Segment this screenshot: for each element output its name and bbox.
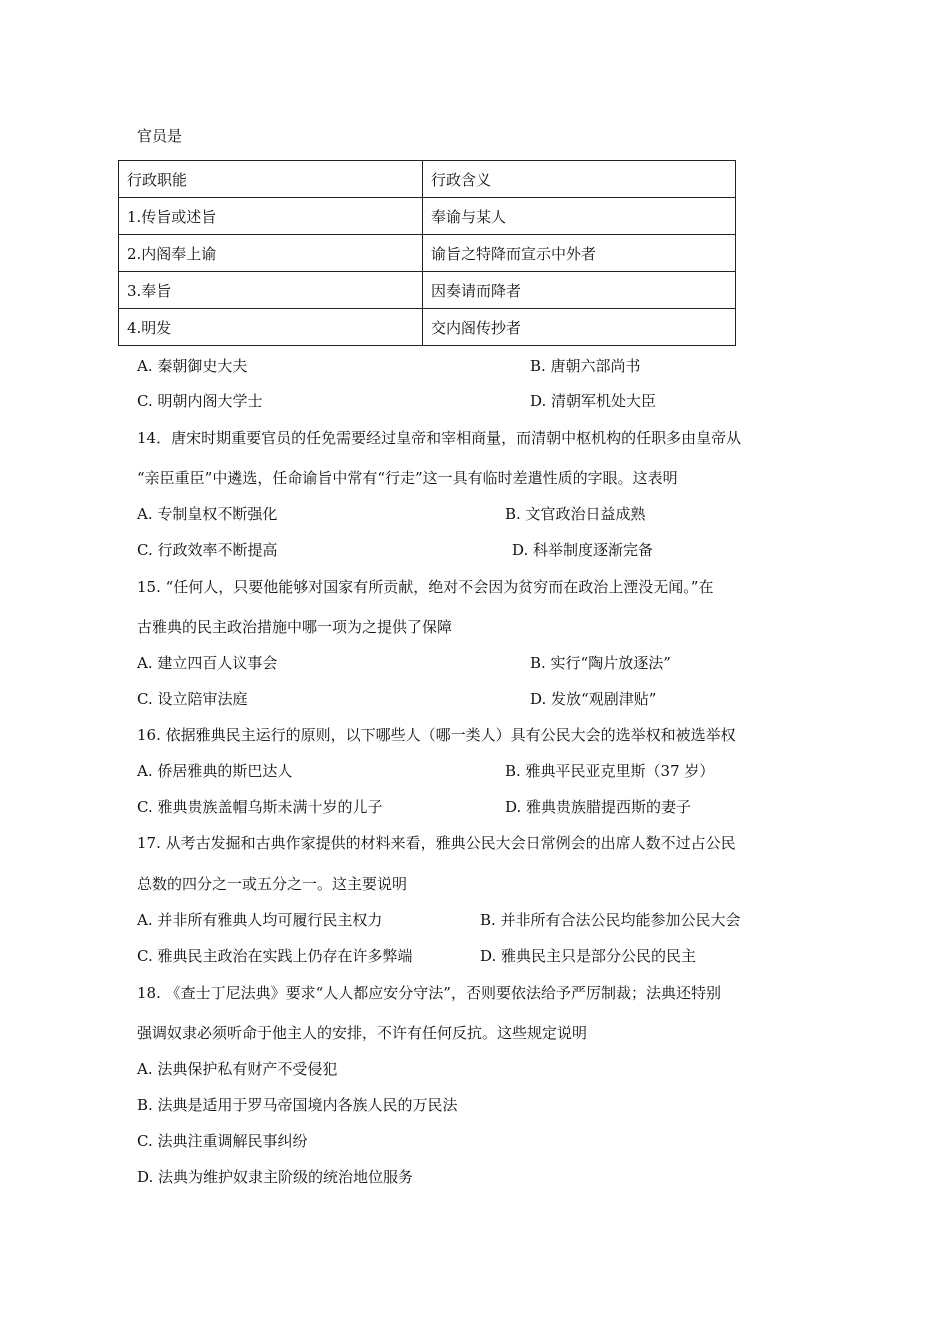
- question-15-stem-cont: 古雅典的民主政治措施中哪一项为之提供了保障: [137, 618, 453, 636]
- option-b: B. 唐朝六部尚书: [530, 357, 641, 375]
- table-cell: 奉谕与某人: [423, 198, 736, 235]
- option-d: D. 雅典民主只是部分公民的民主: [480, 947, 697, 965]
- question-18-stem-cont: 强调奴隶必须听命于他主人的安排，不许有任何反抗。这些规定说明: [137, 1024, 588, 1042]
- table-row: [119, 235, 736, 272]
- option-d: D. 雅典贵族腊提西斯的妻子: [505, 798, 692, 816]
- table-row: [119, 272, 736, 309]
- option-c: C. 雅典民主政治在实践上仍存在许多弊端: [137, 947, 413, 965]
- question-14-stem-cont: “亲臣重臣”中遴选，任命谕旨中常有“行走”这一具有临时差遣性质的字眼。这表明: [137, 469, 678, 487]
- table-cell: 4.明发: [119, 309, 423, 346]
- table-cell: 3.奉旨: [119, 272, 423, 309]
- table-cell: 谕旨之特降而宣示中外者: [423, 235, 736, 272]
- administrative-functions-table: [118, 160, 736, 346]
- option-b: B. 文官政治日益成熟: [505, 505, 646, 523]
- option-b: B. 雅典平民亚克里斯（37 岁）: [505, 762, 715, 780]
- option-c: C. 雅典贵族盖帽乌斯未满十岁的儿子: [137, 798, 383, 816]
- option-b: B. 法典是适用于罗马帝国境内各族人民的万民法: [137, 1096, 458, 1114]
- option-b: B. 并非所有合法公民均能参加公民大会: [480, 911, 741, 929]
- table-cell: 1.传旨或述旨: [119, 198, 423, 235]
- table-header-row: [119, 161, 736, 198]
- option-d: D. 发放“观剧津贴”: [530, 690, 657, 708]
- option-c: C. 设立陪审法庭: [137, 690, 248, 708]
- table-header-cell: 行政含义: [423, 161, 736, 198]
- question-18-stem: 18. 《查士丁尼法典》要求“人人都应安分守法”，否则要依法给予严厉制裁；法典还特别: [137, 984, 721, 1002]
- option-d: D. 科举制度逐渐完备: [512, 541, 654, 559]
- option-a: A. 并非所有雅典人均可履行民主权力: [137, 911, 383, 929]
- question-17-stem-cont: 总数的四分之一或五分之一。这主要说明: [137, 875, 408, 893]
- option-c: C. 明朝内阁大学士: [137, 392, 263, 410]
- question-14-stem: 14．唐宋时期重要官员的任免需要经过皇帝和宰相商量，而清朝中枢机构的任职多由皇帝从: [137, 429, 742, 447]
- option-a: A. 专制皇权不断强化: [137, 505, 278, 523]
- option-a: A. 秦朝御史大夫: [137, 357, 248, 375]
- option-c: C. 行政效率不断提高: [137, 541, 278, 559]
- option-d: D. 清朝军机处大臣: [530, 392, 657, 410]
- table-cell: 2.内阁奉上谕: [119, 235, 423, 272]
- table-row: [119, 309, 736, 346]
- option-a: A. 建立四百人议事会: [137, 654, 278, 672]
- option-a: A. 侨居雅典的斯巴达人: [137, 762, 293, 780]
- table-row: [119, 198, 736, 235]
- table-cell: 因奏请而降者: [423, 272, 736, 309]
- option-a: A. 法典保护私有财产不受侵犯: [137, 1060, 338, 1078]
- option-b: B. 实行“陶片放逐法”: [530, 654, 671, 672]
- question-13-stem-tail: 官员是: [137, 127, 183, 145]
- option-c: C. 法典注重调解民事纠纷: [137, 1132, 308, 1150]
- question-17-stem: 17. 从考古发掘和古典作家提供的材料来看，雅典公民大会日常例会的出席人数不过占公民: [137, 834, 736, 852]
- table-header-cell: 行政职能: [119, 161, 423, 198]
- option-d: D. 法典为维护奴隶主阶级的统治地位服务: [137, 1168, 414, 1186]
- question-15-stem: 15. “任何人，只要他能够对国家有所贡献，绝对不会因为贫穷而在政治上湮没无闻。”在: [137, 578, 714, 596]
- table-cell: 交内阁传抄者: [423, 309, 736, 346]
- question-16-stem: 16. 依据雅典民主运行的原则，以下哪些人（哪一类人）具有公民大会的选举权和被选举权: [137, 726, 736, 744]
